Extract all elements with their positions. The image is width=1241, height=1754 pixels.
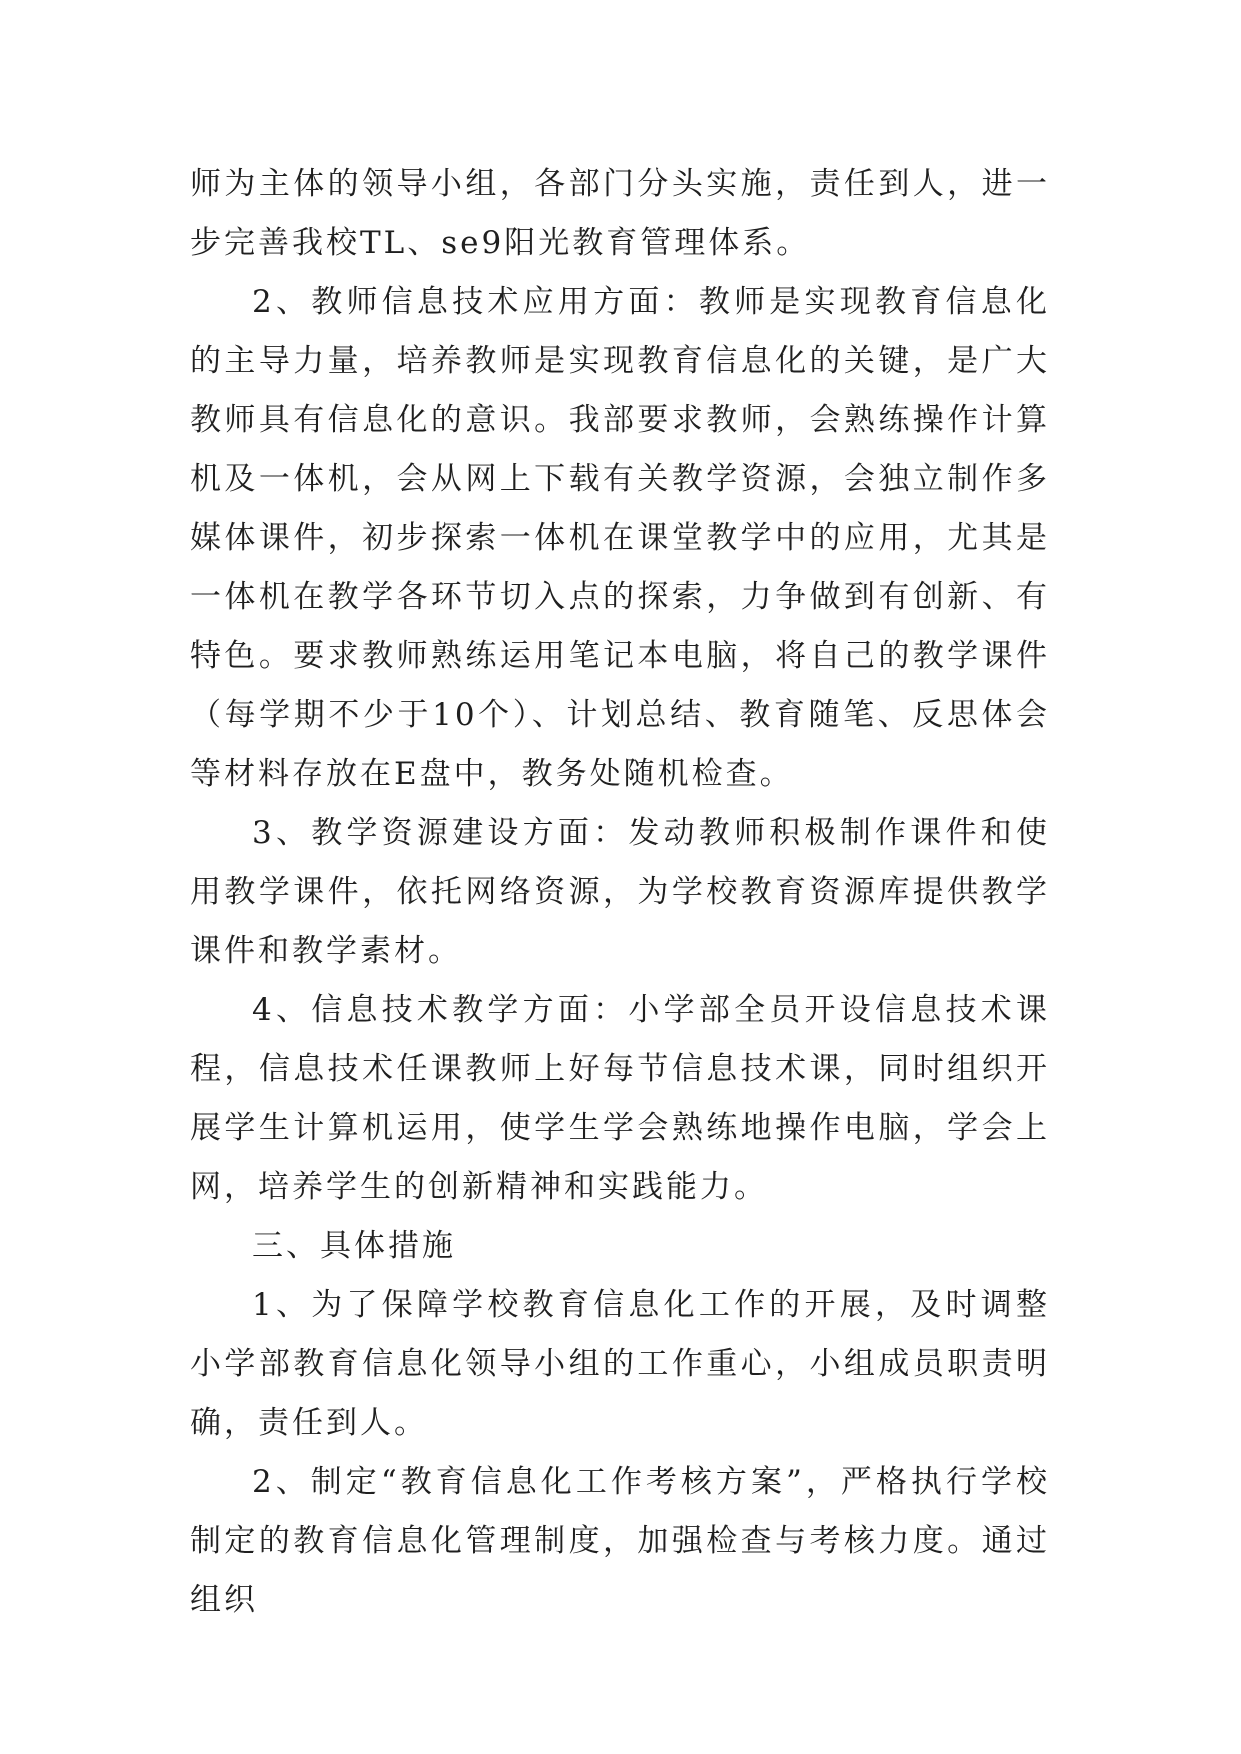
paragraph-teacher-it-application: 2、教师信息技术应用方面：教师是实现教育信息化的主导力量，培养教师是实现教育信息化的关键，是广大教师具有信息化的意识。我部要求教师，会熟练操作计算机及一体机，会从网上下载有关教学资源，会独立制作多媒体课件，初步探索一体机在课堂教学中的应用，尤其是一体机在教学各环节切入点的探索，力争做到有创新、有特色。要求教师熟练运用笔记本电脑，将自己的教学课件（每学期不少于10个）、计划总结、教育随笔、反思体会等材料存放在E盘中，教务处随机检查。	[190, 284, 1050, 792]
paragraph-teaching-resources: 3、教学资源建设方面：发动教师积极制作课件和使用教学课件，依托网络资源，为学校教育资源库提供教学课件和教学素材。	[190, 815, 1050, 969]
paragraph-continuation: 师为主体的领导小组，各部门分头实施，责任到人，进一步完善我校TL、se9阳光教育管理体系。	[190, 166, 1050, 261]
document-body	[190, 155, 1050, 1630]
paragraph-measure-2: 2、制定“教育信息化工作考核方案”，严格执行学校制定的教育信息化管理制度，加强检查与考核力度。通过组织	[190, 1464, 1050, 1618]
section-heading-measures: 三、具体措施	[252, 1228, 456, 1264]
paragraph-measure-1: 1、为了保障学校教育信息化工作的开展，及时调整小学部教育信息化领导小组的工作重心，小组成员职责明确，责任到人。	[190, 1287, 1050, 1441]
paragraph-it-teaching: 4、信息技术教学方面：小学部全员开设信息技术课程，信息技术任课教师上好每节信息技术课，同时组织开展学生计算机运用，使学生学会熟练地操作电脑，学会上网，培养学生的创新精神和实践能力。	[190, 992, 1050, 1205]
